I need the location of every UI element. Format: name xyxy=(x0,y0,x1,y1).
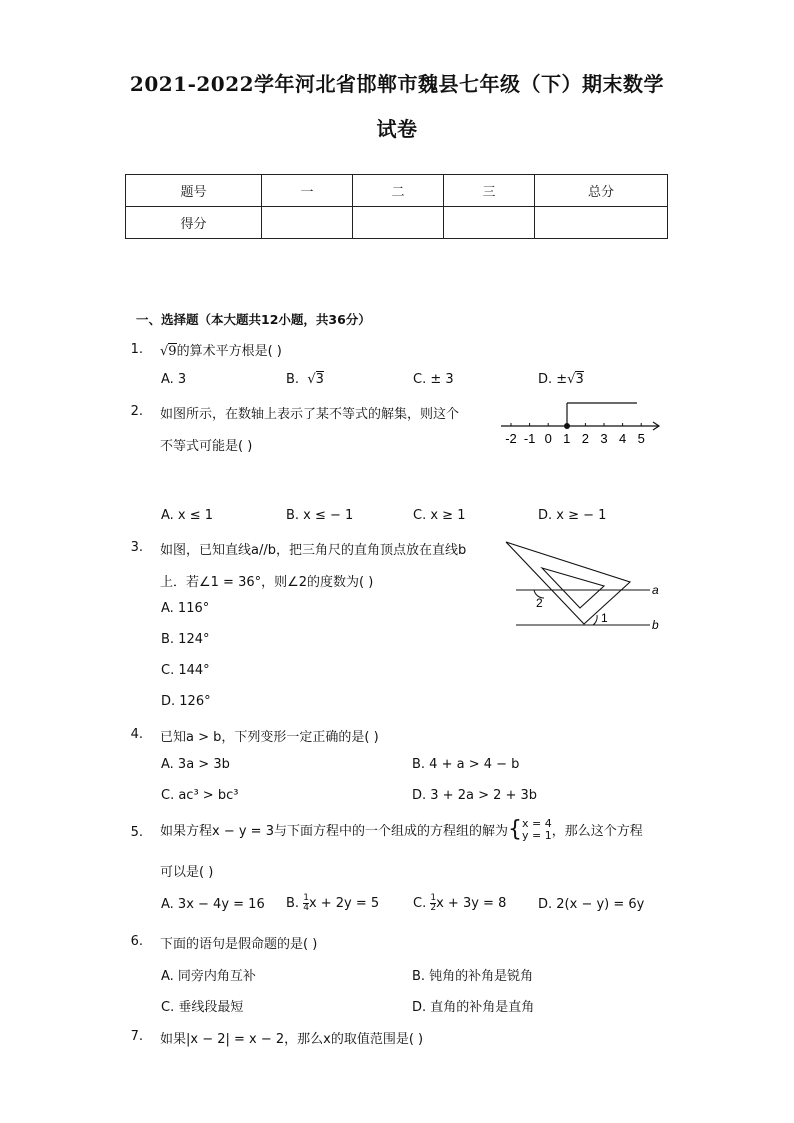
score-table-row-label: 得分 xyxy=(126,207,262,239)
option-label: B. xyxy=(286,372,300,387)
question-number: 7. xyxy=(130,1029,143,1044)
question-text-tail: ，那么这个方程 xyxy=(551,824,643,839)
option-label: C. xyxy=(413,896,427,911)
option-c[interactable] xyxy=(413,894,506,913)
question-2-line2: 不等式可能是( ) xyxy=(160,439,253,454)
option-d[interactable]: D. 直角的补角是直角 xyxy=(412,1000,535,1015)
question-4-text: 已知a > b，下列变形一定正确的是( ) xyxy=(160,730,379,745)
score-cell[interactable] xyxy=(535,207,668,239)
option-c[interactable]: C. 144° xyxy=(161,663,210,678)
score-table-header-cell: 一 xyxy=(262,175,353,207)
score-cell[interactable] xyxy=(444,207,535,239)
axis-tick-label: -1 xyxy=(523,431,536,446)
option-d[interactable]: D. 126° xyxy=(161,694,211,709)
option-b[interactable]: B. 124° xyxy=(161,632,210,647)
fraction-denominator: 2 xyxy=(430,903,437,913)
equation-system xyxy=(522,818,552,842)
question-number: 5. xyxy=(130,825,143,840)
option-c[interactable]: C. ac³ > bc³ xyxy=(161,788,239,803)
question-2-line1: 如图所示，在数轴上表示了某不等式的解集，则这个 xyxy=(160,407,460,422)
option-c[interactable]: C. 垂线段最短 xyxy=(161,1000,244,1015)
option-a[interactable]: A. 116° xyxy=(161,601,210,616)
option-b[interactable]: B. √3 xyxy=(286,372,324,387)
option-label: D. ± xyxy=(538,372,568,387)
axis-tick-label: 2 xyxy=(581,431,590,446)
option-b[interactable]: B. 钝角的补角是锐角 xyxy=(412,969,534,984)
option-value: 3 xyxy=(575,372,584,387)
sqrt-argument: 9 xyxy=(168,344,177,359)
axis-tick-label: 4 xyxy=(618,431,627,446)
triangle-outer xyxy=(506,542,630,624)
score-table xyxy=(125,174,668,239)
question-6-text: 下面的语句是假命题的是( ) xyxy=(160,937,318,952)
triangle-inner xyxy=(542,568,604,608)
score-table-header-cell: 总分 xyxy=(535,175,668,207)
page-title-line2: 试卷 xyxy=(376,117,418,141)
fraction-numerator: 1 xyxy=(430,893,437,903)
question-1-text xyxy=(160,340,282,359)
option-value: x + 2y = 5 xyxy=(308,896,380,911)
line-a-label: a xyxy=(652,583,659,597)
angle-1-label: 1 xyxy=(601,611,608,625)
axis-tick-label: 3 xyxy=(600,431,608,446)
axis-tick-label: -2 xyxy=(505,431,517,446)
section-heading: 一、选择题（本大题共12小题，共36分） xyxy=(136,312,371,327)
system-equation-bottom: y = 1 xyxy=(521,828,552,842)
option-a[interactable]: A. x ≤ 1 xyxy=(161,508,214,523)
score-table-header-cell: 题号 xyxy=(126,175,262,207)
option-d[interactable]: D. 3 + 2a > 2 + 3b xyxy=(412,788,538,803)
question-text: 的算术平方根是( ) xyxy=(176,344,282,359)
score-table-header-cell: 三 xyxy=(444,175,535,207)
option-b[interactable] xyxy=(286,894,379,913)
line-b-label: b xyxy=(652,618,659,632)
option-d[interactable]: D. x ≥ − 1 xyxy=(538,508,607,523)
question-7-text: 如果|x − 2| = x − 2，那么x的取值范围是( ) xyxy=(160,1032,424,1047)
triangle-ruler-figure xyxy=(500,538,675,638)
option-a[interactable]: A. 3a > 3b xyxy=(161,757,230,772)
option-c[interactable]: C. ± 3 xyxy=(413,372,454,387)
option-c[interactable]: C. x ≥ 1 xyxy=(413,508,466,523)
option-b[interactable]: B. x ≤ − 1 xyxy=(286,508,354,523)
system-equation-top: x = 4 xyxy=(521,816,552,830)
brace-symbol: { xyxy=(507,817,522,842)
question-number: 6. xyxy=(130,934,143,949)
score-cell[interactable] xyxy=(262,207,353,239)
fraction-numerator: 1 xyxy=(303,893,309,903)
number-line-figure xyxy=(495,396,670,450)
question-5-line2: 可以是( ) xyxy=(160,865,214,880)
option-value: 3 xyxy=(315,372,324,387)
option-d[interactable]: D. 2(x − y) = 6y xyxy=(538,897,645,912)
score-cell[interactable] xyxy=(353,207,444,239)
option-b[interactable]: B. 4 + a > 4 − b xyxy=(412,757,520,772)
option-label: B. xyxy=(286,896,300,911)
angle-1-arc xyxy=(593,615,597,625)
option-a[interactable]: A. 3x − 4y = 16 xyxy=(161,897,265,912)
page-title: 2021-2022学年河北省邯郸市魏县七年级（下）期末数学 xyxy=(129,72,665,96)
question-number: 3. xyxy=(130,540,143,555)
question-3-line1: 如图，已知直线a//b，把三角尺的直角顶点放在直线b xyxy=(160,543,467,558)
fraction-denominator: 4 xyxy=(303,903,309,913)
option-value: x + 3y = 8 xyxy=(436,896,507,911)
axis-tick-label: 1 xyxy=(563,431,571,446)
option-a[interactable]: A. 3 xyxy=(161,372,187,387)
angle-2-label: 2 xyxy=(536,596,543,610)
axis-tick-label: 5 xyxy=(637,431,645,446)
question-3-line2: 上．若∠1 = 36°，则∠2的度数为( ) xyxy=(160,575,374,590)
option-d[interactable]: D. ±√3 xyxy=(538,372,584,387)
axis-tick-label: 0 xyxy=(544,431,552,446)
score-table-header-cell: 二 xyxy=(353,175,444,207)
sqrt-symbol: √ xyxy=(160,344,169,359)
question-text: 如果方程x − y = 3与下面方程中的一个组成的方程组的解为 xyxy=(160,824,508,839)
question-number: 2. xyxy=(130,404,143,419)
question-number: 1. xyxy=(130,342,143,357)
question-5-line1 xyxy=(160,817,643,842)
question-number: 4. xyxy=(130,727,143,742)
option-a[interactable]: A. 同旁内角互补 xyxy=(161,969,256,984)
